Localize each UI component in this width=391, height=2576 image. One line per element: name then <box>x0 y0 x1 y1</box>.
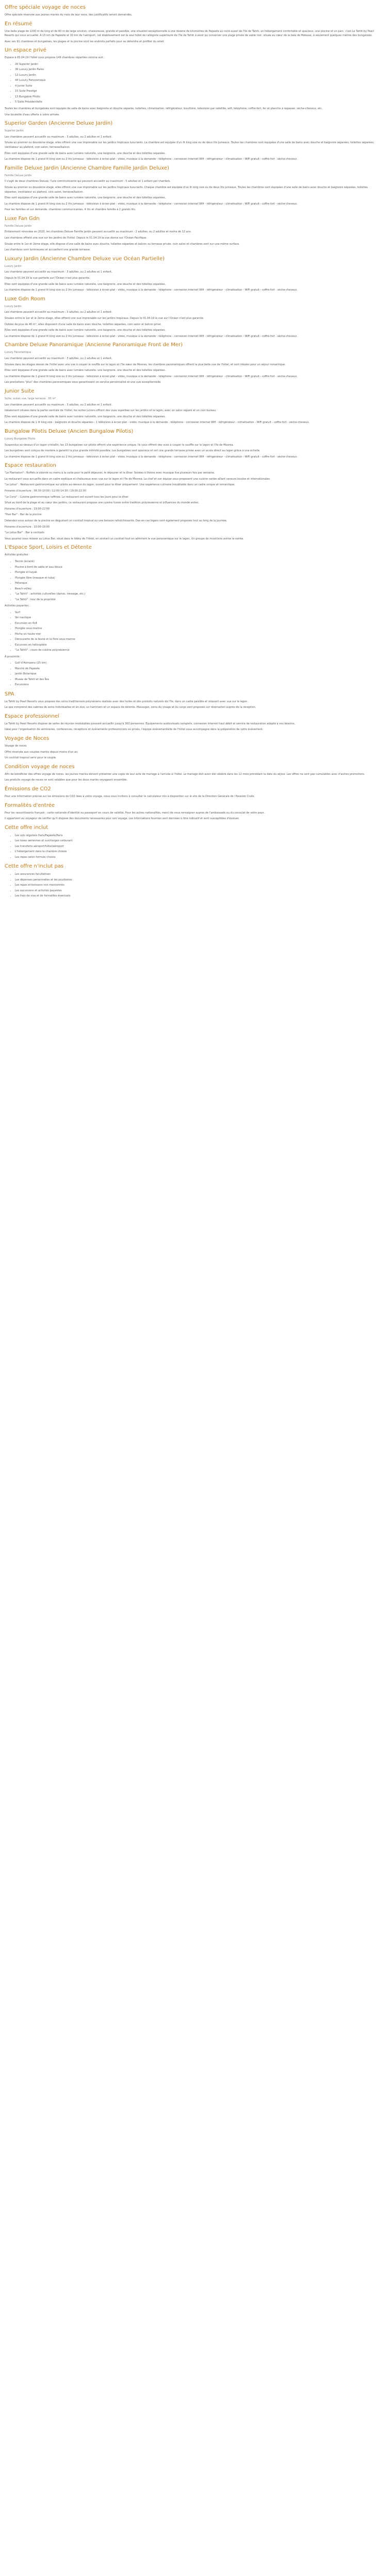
bullet-list <box>5 610 378 653</box>
section-superior-garden-ancienne-deluxe-jardin <box>5 120 378 162</box>
section-espace-professionnel <box>5 713 378 732</box>
paragraph: Horaires d'ouverture : 19:00-22:00 <box>5 507 50 511</box>
section-title: Chambre Deluxe Panoramique (Ancienne Panoramique Front de Mer) <box>5 342 183 348</box>
paragraph: Superior Jardin <box>5 129 24 133</box>
section-title: Espace professionnel <box>5 713 59 719</box>
list-item: • Les frais de visa et de formalités éventuels <box>15 893 378 899</box>
paragraph: Suspendus au-dessus d'un lagon cristallin, les 13 bungalows sur pilotis offrent une expérience unique. Ils vous offrent des vues à couper le souffle sur le lagon et l'île de Moorea. <box>5 443 234 447</box>
list-item: • Tennis (éclairé) <box>15 559 378 565</box>
paragraph: Horaires d'ouverture : 10:00-19:00 <box>5 525 50 529</box>
paragraph: "Le Corsi" : Cuisine gastronomique raffinée. Le restaurant est ouvert tous les jours pour le dîner. <box>5 495 129 499</box>
paragraph: Les chambres offrent une vue sur les jardins de l'hôtel. Depuis le 01.04.19 la vue donne sur l'Océan Pacifique. <box>5 236 147 240</box>
paragraph: Située au premier ou deuxième étage, elles offrent une vue imprenable sur les jardins tropicaux luxuriants. Chaque chambre est équipée d'un lit king size ou de deux lits jumeaux. Toutes les chambres sont équipées d'une salle de bains avec douche et baignoire séparées, toilettes séparées, ventilateur au plafond, coin salon, terrasse/balcon. <box>5 185 368 194</box>
paragraph: Les chambres peuvent accueillir au maximum : 3 adultes, ou 2 adultes et 1 enfant. <box>5 357 112 360</box>
paragraph: La chambre dispose de 1 grand lit king size ou 2 lits jumeaux - télévision à écran plat - vidéo, musique à la demande - téléphone - connexion internet Wifi - réfrigérateur - climatisation - WiFi gratuit - coffre-fort - sèche-cheveux. <box>5 334 298 338</box>
section-condition-voyage-de-noces <box>5 764 378 783</box>
paragraph: Elles sont équipées d'une grande salle de bains avec lumière naturelle, une baignoire, une douche et des toilettes séparées. <box>5 369 166 372</box>
paragraph: À proximité : <box>5 655 21 658</box>
section-un-espace-prive <box>5 47 378 117</box>
paragraph: La chambre dispose de 1 lit king size - baignoire et douche séparées - 1 télévision à écran plat - vidéo, musique à la demande - téléphone - connexion internet Wifi - réfrigérateur - climatisation - WiFi gratuit - coffre-fort - sèche-cheveux. <box>5 421 309 425</box>
section-l-espace-sport-loisirs-et-detente <box>5 544 378 687</box>
paragraph: Les chambres peuvent accueillir au maximum : 3 adultes, ou 2 adultes et 1 enfant. <box>5 311 112 314</box>
paragraph: Elles sont équipées d'une grande salle de bains avec lumière naturelle, une baignoire, une douche et des toilettes séparées. <box>5 282 166 286</box>
list-item: • Les assurances facultatives <box>15 872 378 877</box>
list-item: • Pêche en haute mer <box>15 632 378 637</box>
paragraph: Située entre le 1er et 2ème étage, elle dispose d'une salle de bains avec douche, toilettes séparées et balcon ou terrasse privée, coin salon et chambres sont sur une même surface. <box>5 242 240 246</box>
section-title: Superior Garden (Ancienne Deluxe Jardin) <box>5 121 113 127</box>
paragraph: Elles sont équipées d'une grande salle de bains avec lumière naturelle, une baignoire, une douche et des toilettes séparées. <box>5 415 166 418</box>
section-title: Cette offre inclut <box>5 824 48 831</box>
list-item: • Les taxes aériennes et surcharges carburant <box>15 838 378 844</box>
paragraph: Pour les ressortissants français : carte nationale d'identité ou passeport en cours de validité. Pour les autres nationalités, merci de vous renseigner auprès de l'ambassade ou du consulat de votre pays. <box>5 811 265 815</box>
list-item: • 5 Suite Présidentielle <box>15 99 378 105</box>
paragraph: Le Tahiti by Pearl Resorts dispose de salles de réunion modulables pouvant accueillir jusqu'à 300 personnes. Équipements audiovisuels complets, connexion internet haut débit et service de restauration adapté à vos besoins. <box>5 722 296 725</box>
section-title: Luxe Gdn Room <box>5 296 45 302</box>
list-item: • 4 Junior Suite <box>15 83 378 89</box>
list-item: • Plongée libre (masque et tuba) <box>15 575 378 581</box>
paragraph: Voyage de noces <box>5 744 27 748</box>
paragraph: Les chambres peuvent accueillir au maximum : 3 adultes, ou 2 adultes et 1 enfant. <box>5 135 112 139</box>
paragraph: Entièrement rénovées en 2020, les chambres Deluxe Famille Jardin peuvent accueillir au maximum : 2 adultes, ou 2 adultes et moins de 12 ans. <box>5 230 192 234</box>
paragraph: Le spa comprend des cabines de soins individuelles et en duo, un hammam et un espace de détente. Massages, soins du visage et du corps sont proposés sur réservation auprès de la réception. <box>5 706 256 709</box>
paragraph: Idéal pour l'organisation de séminaires, conférences, réceptions et événements professionnels ou privés, l'équipe événementielle de l'hôtel vous accompagne dans la préparation de votre événement. <box>5 728 264 732</box>
section-spa <box>5 691 378 710</box>
paragraph: Activités payantes : <box>5 604 30 607</box>
list-item: • Excursion en hélicoptère <box>15 642 378 648</box>
paragraph: Il appartient au voyageur de vérifier qu'il dispose des documents nécessaires pour son voyage. Les informations fournies sont données à titre indicatif et sont susceptibles d'évoluer. <box>5 817 240 821</box>
list-item: • 13 Bungalow Pilotis <box>15 94 378 100</box>
section-offre-speciale-voyage-de-noces <box>5 4 378 18</box>
paragraph: "Le Lotus" : Restaurant gastronomique sur pilotis au-dessus du lagon, ouvert pour le dîner uniquement. Une expérience culinaire inoubliable dans un cadre unique et romantique. <box>5 483 235 487</box>
section-espace-restauration <box>5 462 378 541</box>
paragraph: Espace à 05.04.19 l'hôtel vous propose 149 chambres réparties comme suit : <box>5 56 105 60</box>
paragraph: La chambre dispose de 1 grand lit king size ou 2 lits jumeaux - télévision à écran plat - vidéo, musique à la demande - téléphone - connexion internet Wifi - réfrigérateur - climatisation - WiFi gratuit - coffre-fort - sèche-cheveux. <box>5 455 298 459</box>
paragraph: Une belle plage de 1200 m de long et de 60 m de large environ, chaleureuse, grande et paisible, une situation exceptionnelle à une dizaine de kilomètres de Papeete au nord-ouest de l'île de Tahiti, un hébergement confortable et spacieux, une piscine et un parc, c'est Le Tahiti by Pearl Resorts qui vous accueille. À 15 km de Papeete et 10 km de l'aéroport, cet établissement est le seul hôtel de catégorie supérieure de l'île de Tahiti à avoir pu conserver une plage privée de sable noir, située au cœur de la baie de Matavai, à seulement quelques mètres des bungalows. <box>5 29 374 38</box>
section-bungalow-pilotis-deluxe-ancien-bungalow-pilotis <box>5 428 378 459</box>
list-item: • "Le Tahiti" : activités culturelles (danse, tressage, etc.) <box>15 591 378 597</box>
paragraph: La chambre dispose de 1 grand lit king size ou 2 lits jumeaux - télévision à écran plat - vidéo, musique à la demande - téléphone - connexion internet Wifi - réfrigérateur - climatisation - WiFi gratuit - coffre-fort - sèche-cheveux. <box>5 375 298 378</box>
list-item: • Golf d'Atimaono (25 km) <box>15 660 378 666</box>
paragraph: Vous pourrez vous relaxer au Lotus Bar, situé dans le lobby de l'hôtel, en sirotant un cocktail tout en admirant la vue panoramique sur le lagon. Un groupe de musiciens anime la soirée. <box>5 537 244 540</box>
paragraph: "Pool Bar" : Bar de la piscine <box>5 513 42 517</box>
bullet-list <box>5 62 378 105</box>
paragraph: Offre spéciale réservée aux jeunes mariés du mois de leur noce, des justificatifs seront demandés. <box>5 13 133 16</box>
paragraph: Pour les familles et sur demande, chambres communicantes, 4 lits et chambre famille à 2 grands lits. <box>5 208 136 212</box>
paragraph: Les chambres peuvent accueillir au maximum : 3 adultes, ou 2 adultes et 1 enfant. <box>5 270 112 274</box>
section-emissions-de-co2 <box>5 786 378 799</box>
bullet-list <box>5 872 378 899</box>
list-item: • Surf <box>15 610 378 616</box>
list-item: • Marché de Papeete <box>15 666 378 672</box>
section-title: Luxe Fan Gdn <box>5 215 40 222</box>
section-title: Un espace privé <box>5 47 46 54</box>
section-title: SPA <box>5 691 14 697</box>
paragraph: La chambre dispose de 1 grand lit king size ou 2 lits jumeaux - télévision à écran plat - vidéo, musique à la demande - téléphone - connexion internet Wifi - réfrigérateur - climatisation - WiFi gratuit - coffre-fort - sèche-cheveux. <box>5 158 298 161</box>
list-item: • Plongée et kayak <box>15 570 378 575</box>
paragraph: Le restaurant vous accueille dans un cadre exotique et chaleureux avec vue sur le lagon et l'île de Moorea. Le chef et son équipe vous proposent une cuisine variée alliant saveurs locales et internationales. <box>5 477 271 481</box>
list-item: • Les repas et boissons non mentionnés <box>15 883 378 888</box>
section-famille-deluxe-jardin-ancienne-chambre-famille-jardin-deluxe <box>5 165 378 212</box>
section-luxury-jardin-ancienne-chambre-deluxe-vue-ocean-partielle <box>5 256 378 293</box>
section-title: Luxury Jardin (Ancienne Chambre Deluxe vue Océan Partielle) <box>5 256 165 262</box>
paragraph: Situées dans les étages élevés de l'hôtel avec une vue à couper le souffle sur le lagon et l'île sœur de Moorea, les chambres panoramiques offrent la plus belle vue de l'hôtel, et sont idéales pour un séjour romantique. <box>5 363 286 366</box>
paragraph: "Le Plantation" : Buffets à volonté ou menu à la carte pour le petit déjeuner, le déjeuner et le dîner. Soirées à thème avec musique live plusieurs fois par semaine. <box>5 471 215 475</box>
section-title: Formalités d'entrée <box>5 802 55 808</box>
list-item: • L'hébergement dans la chambre choisie <box>15 849 378 855</box>
list-item: • 44 Luxury Panoramique <box>15 78 378 83</box>
paragraph: "Le Lotus Bar" : Bar à cocktails <box>5 531 45 535</box>
list-item: • Découverte de la faune et la flore sous-marine <box>15 637 378 642</box>
section-title: L'Espace Sport, Loisirs et Détente <box>5 545 92 551</box>
list-item: • Beach-volley <box>15 586 378 592</box>
paragraph: Luxury Jardin <box>5 304 22 308</box>
list-item: • 12 Luxury Jardin <box>15 73 378 78</box>
paragraph: Le Tahiti by Pearl Resorts vous propose des soins traditionnels polynésiens réalisés avec des huiles et des produits naturels de l'île, dans un cadre paisible et relaxant avec vue sur le lagon. <box>5 700 249 703</box>
section-voyage-de-noces <box>5 735 378 760</box>
bullet-list <box>5 559 378 602</box>
list-item: • Les transferts aéroport/hôtel/aéroport <box>15 844 378 850</box>
section-en-resume <box>5 21 378 44</box>
paragraph: Détendez-vous autour de la piscine en dégustant un cocktail tropical ou une boisson rafraîchissante. Des en-cas légers sont également proposés tout au long de la journée. <box>5 519 227 523</box>
section-luxe-gdn-room <box>5 296 378 339</box>
bullet-list <box>5 660 378 688</box>
paragraph: Une bouteille d'eau offerte à votre arrivée. <box>5 113 60 116</box>
paragraph: Luxury Bungalow Pilotis <box>5 437 36 440</box>
section-title: En résumé <box>5 21 32 27</box>
paragraph: Luxury Panoramique <box>5 351 31 354</box>
section-chambre-deluxe-panoramique-ancienne-panoramique-front-de-mer <box>5 342 378 385</box>
paragraph: Les chambres peuvent accueillir au maximum : 3 adultes, ou 2 adultes et 1 enfant. <box>5 403 112 406</box>
paragraph: Situées entre le 1er et le 2ème étage, elles offrent une vue imprenable sur les jardins tropicaux. Depuis le 01.04.19 la vue sur l'Océan n'est plus garantie. <box>5 317 204 320</box>
paragraph: Famille Deluxe Jardin <box>5 224 32 228</box>
list-item: • "Le Tahiti" : cours de cuisine polynésienne <box>15 648 378 653</box>
list-item: • Plongée sous-marine <box>15 626 378 632</box>
paragraph: Situé au bord de la plage et au cœur des jardins, ce restaurant propose une cuisine fusion entre tradition polynésienne et influences du monde entier. <box>5 501 199 505</box>
paragraph: Elles sont équipées d'une grande salle de bains avec lumière naturelle, une baignoire, une douche et des toilettes séparées. <box>5 196 166 200</box>
section-luxe-fan-gdn <box>5 215 378 252</box>
offer-page <box>0 0 382 899</box>
section-title: Bungalow Pilotis Deluxe (Ancien Bungalow Pilotis) <box>5 428 134 434</box>
section-junior-suite <box>5 388 378 425</box>
paragraph: Offre réservée aux couples mariés depuis moins d'un an. <box>5 750 78 754</box>
list-item: • 15 Suite Prestige <box>15 89 378 94</box>
paragraph: La chambre dispose de 1 grand lit king size ou 2 lits jumeaux - télévision à écran plat - vidéo, musique à la demande - téléphone - connexion internet Wifi - réfrigérateur - climatisation - WiFi gratuit - coffre-fort - sèche-cheveux. <box>5 289 298 292</box>
paragraph: Suite, océan vue, large terrasse : 65 m² <box>5 397 56 400</box>
list-item: • 20 Superior Jardin <box>15 62 378 67</box>
list-item: • Les repas selon formule choisie <box>15 855 378 860</box>
list-item: • Ski nautique <box>15 615 378 621</box>
section-title: Famille Deluxe Jardin (Ancienne Chambre Famille Jardin Deluxe) <box>5 165 169 171</box>
list-item: • Musée de Tahiti et des Îles <box>15 677 378 683</box>
list-item: • Jardin Botanique <box>15 671 378 677</box>
section-title: Cette offre n'inclut pas <box>5 863 64 870</box>
section-title: Condition voyage de noces <box>5 764 75 770</box>
paragraph: Activités gratuites : <box>5 553 30 557</box>
paragraph: Afin de bénéficier des offres voyage de noces, les jeunes mariés doivent présenter une copie de leur acte de mariage à l'arrivée à l'hôtel. Le mariage doit avoir été célébré dans les 12 mois précédant la date du séjour. Les offres ne sont pas cumulables avec d'autres promotions. <box>5 772 365 776</box>
paragraph: Dotées de plus de 40 m², elles disposent d'une salle de bains avec douche, toilettes séparées, coin salon et balcon privé. <box>5 323 162 326</box>
paragraph: Les produits voyage de noces ne sont valables que pour les deux mariés voyageant ensemble. <box>5 778 127 782</box>
list-item: • 36 Luxury Jardin Pareo <box>15 67 378 73</box>
section-title: Voyage de Noces <box>5 736 50 742</box>
paragraph: Idéalement situées dans la partie centrale de l'hôtel, les suites juniors offrent des vues superbes sur les jardins et le lagon, avec un salon séparé et un coin bureau. <box>5 409 217 413</box>
paragraph: Un cocktail tropical servi pour le couple. <box>5 756 57 760</box>
section-formalites-d-entree <box>5 802 378 821</box>
paragraph: Les chambres sont lumineuses et accueillent une grande terrasse. <box>5 248 91 252</box>
section-title: Émissions de CO2 <box>5 786 51 792</box>
paragraph: La chambre dispose de 1 grand lit king size ou 2 lits jumeaux - télévision à écran plat - vidéo, musique à la demande - téléphone - connexion internet Wifi - réfrigérateur - climatisation - WiFi gratuit - coffre-fort - sèche-cheveux. <box>5 202 298 206</box>
list-item: • Les vols réguliers Paris/Papeete/Paris <box>15 833 378 839</box>
paragraph: Elles sont équipées d'une grande salle de bains avec lumière naturelle, une baignoire, une douche et des toilettes séparées. <box>5 329 166 332</box>
section-title: Espace restauration <box>5 463 56 469</box>
paragraph: Située au premier ou deuxième étage, elles offrent une vue imprenable sur les jardins tropicaux luxuriants. La chambre est équipée d'un lit king size ou de deux lits jumeaux. Toutes les chambres sont équipées d'une salle de bains avec douche et baignoire séparées, toilettes séparées, ventilateur au plafond, coin salon, terrasse/balcon. <box>5 141 374 149</box>
list-item: • Excursions <box>15 682 378 688</box>
section-cette-offre-n-inclut-pas <box>5 863 378 899</box>
paragraph: Pour une information précise sur les émissions de CO2 liées à votre voyage, nous vous invitons à consulter le calculateur mis à disposition sur le site de la Direction Générale de l'Aviation Civile. <box>5 795 255 799</box>
paragraph: Les prestations "plus" des chambres panoramiques vous garantissent un service personnalisé et une vue exceptionnelle. <box>5 381 161 384</box>
paragraph: Elles sont équipées d'une grande salle de bains avec lumière naturelle, une baignoire, une douche et des toilettes séparées. <box>5 151 166 155</box>
paragraph: Toutes les chambres et bungalows sont équipés de salle de bains avec baignoire et douche séparée, toilettes, climatisation, réfrigérateur, bouilloire, télévision par satellite, wifi, téléphone, coffre-fort, fer et planche à repasser, sèche-cheveux, etc. <box>5 107 323 110</box>
paragraph: Famille Deluxe Jardin <box>5 174 32 177</box>
paragraph: Avec ses 91 chambres et bungalows, les plages et la piscine sont les endroits parfaits pour se détendre et profiter du soleil. <box>5 40 165 43</box>
section-cette-offre-inclut <box>5 824 378 860</box>
bullet-list <box>5 833 378 860</box>
list-item: • Les dépenses personnelles et les pourboires <box>15 877 378 883</box>
paragraph: Depuis le 01.04.19 la vue partielle sur l'Océan n'est plus garantie. <box>5 277 90 280</box>
list-item: • Excursion en 4x4 <box>15 621 378 626</box>
section-title: Offre spéciale voyage de noces <box>5 5 86 10</box>
paragraph: Il s'agit de deux chambres Deluxe, l'une communicante qui peuvent accueillir au maximum : 5 adultes et 1 enfant par chambre. <box>5 180 171 183</box>
list-item: • Les excursions et activités payantes <box>15 888 378 894</box>
list-item: • Piscine à bord de sable et eau douce <box>15 565 378 570</box>
list-item: • Pétanque <box>15 581 378 586</box>
paragraph: Horaires d'ouverture : 06:30-10:00 / 12:00-14:30 / 19:00-22:00 <box>5 489 87 493</box>
list-item: • "Le Tahiti" : tour de la propriété <box>15 597 378 603</box>
paragraph: Luxury Jardin <box>5 264 22 268</box>
section-title: Junior Suite <box>5 388 35 394</box>
paragraph: Les bungalows sont conçus de manière à garantir la plus grande intimité possible. Les bungalows sont spacieux et ont une grande terrasse privée avec un accès direct au lagon grâce à une échelle. <box>5 449 260 453</box>
